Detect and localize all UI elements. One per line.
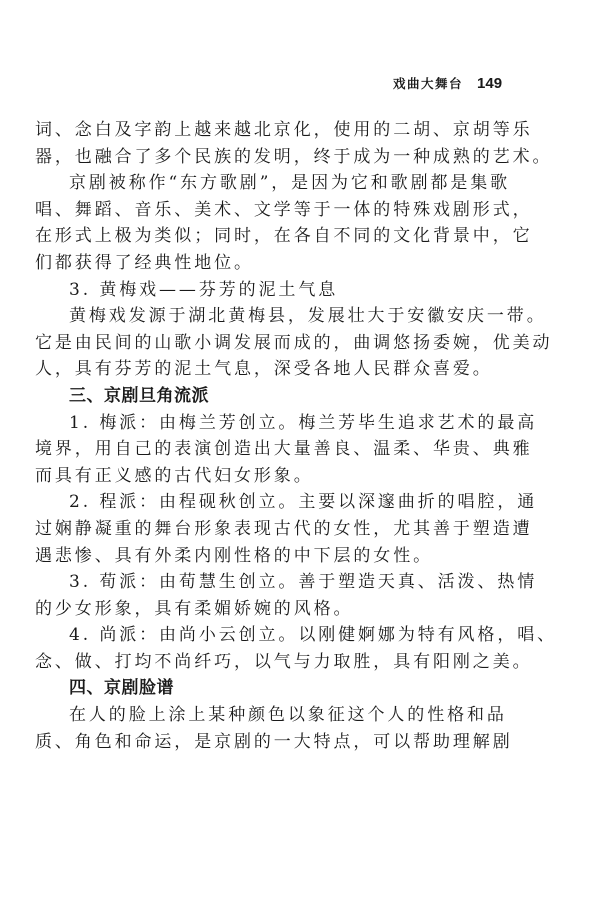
text-line: 4. 尚派：由尚小云创立。以刚健婀娜为特有风格，唱、	[69, 625, 558, 646]
text-line: 京剧被称作“东方歌剧”，是因为它和歌剧都是集歌	[69, 173, 511, 194]
text-line: 黄梅戏发源于湖北黄梅县，发展壮大于安徽安庆一带。	[69, 306, 547, 327]
text-line: 唱、舞蹈、音乐、美术、文学等于一体的特殊戏剧形式，	[35, 199, 533, 220]
text-line: 的少女形象，具有柔媚娇婉的风格。	[35, 598, 354, 619]
running-title: 戏曲大舞台	[393, 76, 464, 91]
text-line: 器，也融合了多个民族的发明，终于成为一种成熟的艺术。	[35, 146, 553, 167]
text-line: 念、做、打均不尚纤巧，以气与力取胜，具有阳刚之美。	[35, 651, 533, 672]
text-line: 它是由民间的山歌小调发展而成的，曲调悠扬委婉，优美动	[35, 332, 553, 353]
text-line: 境界，用自己的表演创造出大量善良、温柔、华贵、典雅	[35, 439, 533, 460]
text-line: 人，具有芬芳的泥土气息，深受各地人民群众喜爱。	[35, 359, 493, 380]
subsection-title: 3. 黄梅戏——芬芳的泥土气息	[69, 279, 339, 300]
text-line: 过娴静凝重的舞台形象表现古代的女性，尤其善于塑造遭	[35, 518, 533, 539]
text-line: 在形式上极为类似；同时，在各自不同的文化背景中，它	[35, 226, 533, 247]
section-heading: 三、京剧旦角流派	[69, 385, 209, 406]
text-line: 在人的脸上涂上某种颜色以象征这个人的性格和品	[69, 705, 507, 726]
section-heading: 四、京剧脸谱	[69, 678, 174, 699]
text-line: 们都获得了经典性地位。	[35, 252, 254, 273]
page-number: 149	[477, 75, 503, 92]
running-header	[393, 74, 502, 92]
text-line: 3. 荀派：由荀慧生创立。善于塑造天真、活泼、热情	[69, 572, 538, 593]
text-line: 遇悲惨、具有外柔内刚性格的中下层的女性。	[35, 545, 433, 566]
text-line: 词、念白及字韵上越来越北京化，使用的二胡、京胡等乐	[35, 120, 533, 140]
text-line: 1. 梅派：由梅兰芳创立。梅兰芳毕生追求艺术的最高	[69, 412, 538, 433]
body-text	[35, 117, 558, 755]
text-line: 而具有正义感的古代妇女形象。	[35, 465, 314, 486]
text-line: 质、角色和命运，是京剧的一大特点，可以帮助理解剧	[35, 731, 513, 752]
text-line: 2. 程派：由程砚秋创立。主要以深邃曲折的唱腔，通	[69, 492, 538, 513]
